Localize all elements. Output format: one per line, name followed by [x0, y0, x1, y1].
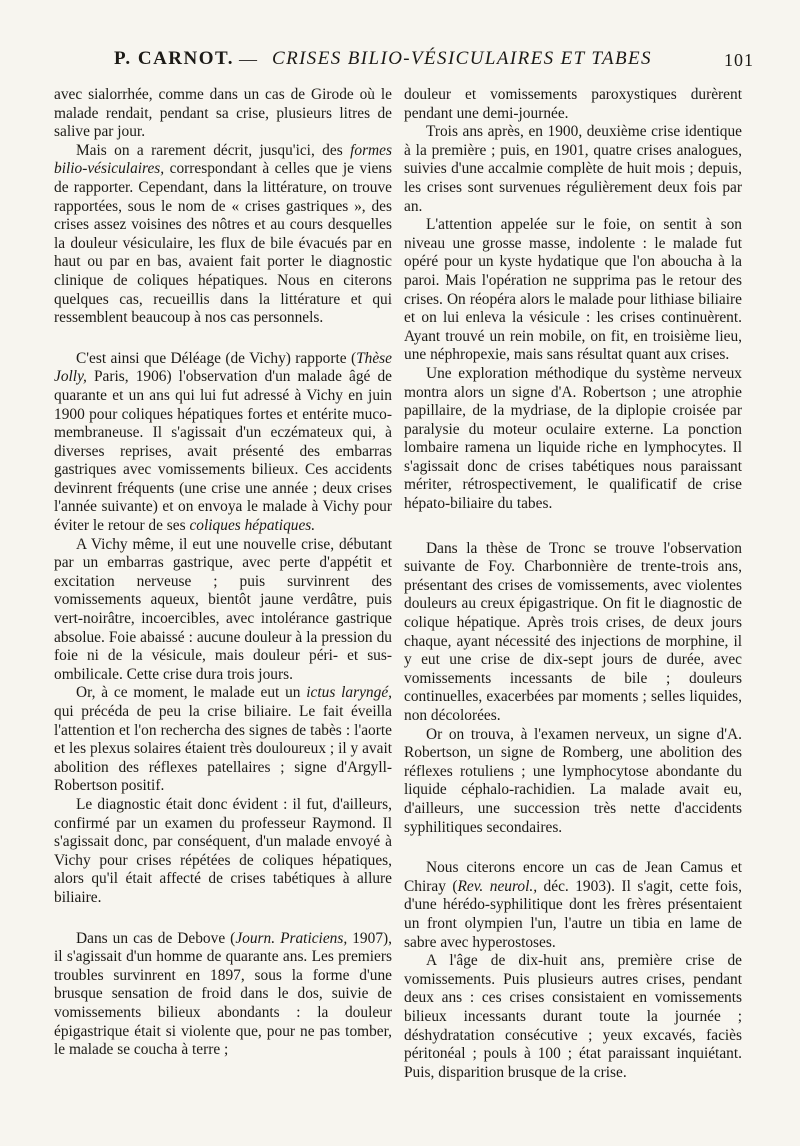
header-author: P. CARNOT.	[114, 48, 235, 69]
paragraph	[404, 726, 742, 838]
header-separator: —	[239, 49, 257, 69]
paragraph	[404, 86, 742, 123]
citation: Thèse Jolly,	[54, 349, 392, 386]
paragraph-text: Le diagnostic était donc évident : il fut, d'ailleurs, confirmé par un examen du professeur Raymond. Il s'agissait donc, par conséquent, d'un malade envoyé à Vichy pour crises répétées de coliques hépatiques, alors qu'il était affecté de crises tabétiques à allure biliaire.	[54, 795, 392, 906]
paragraph-text: C'est ainsi que Déléage (de Vichy) rapporte (	[76, 349, 357, 367]
italic-term: ictus laryngé,	[306, 684, 392, 702]
left-column	[54, 86, 392, 1060]
paragraph	[404, 123, 742, 216]
italic-term: coliques hépatiques.	[189, 517, 316, 535]
paragraph	[54, 350, 392, 536]
paragraph-text: Dans un cas de Debove (	[76, 929, 236, 947]
page-number: 101	[724, 50, 754, 70]
paragraph-text: déc. 1903). Il s'agit, cette fois, d'une hérédo-syphilitique dont les frères présentaient un front olympien l'un, l'autre un tibia en lame de sabre avec hyperostoses.	[404, 877, 742, 951]
paragraph-text: 1907), il s'agissait d'un homme de quarante ans. Les premiers troubles survinrent en 1897, sous la forme d'une brusque sensation de froid dans le dos, suivie de vomissements bilieux abondants : la douleur épigastrique était si violente que, pour ne pas tomber, le malade se coucha à terre ;	[54, 929, 392, 1059]
paragraph-text: Paris, 1906) l'observation d'un malade âgé de quarante et un ans qui lui fut adressé à Vichy en juin 1900 pour coliques hépatiques fortes et entérite muco-membraneuse. Il s'agissait d'un eczémateux qui, à diverses reprises, avait présenté des embarras gastriques avec vomissements bilieux. Ces accidents devinrent fréquents (une crise une année ; deux crises l'année suivante) et on envoya le malade à Vichy pour éviter le retour de ses	[54, 368, 392, 535]
paragraph-text: A Vichy même, il eut une nouvelle crise, débutant par un embarras gastrique, avec perte d'appétit et excitation nerveuse ; puis survinrent des vomissements aqueux, bientôt jaune verdâtre, puis vert-noirâtre, incoercibles, avec intolérance gastrique absolue. Foie abaissé : aucune douleur à la pression du foie ni de la vésicule, mais douleur péri- et sus-ombilicale. Cette crise dura trois jours.	[54, 535, 392, 683]
paragraph-text: Or, à ce moment, le malade eut un	[76, 684, 307, 702]
paragraph-text: L'attention appelée sur le foie, on sentit à son niveau une grosse masse, indolente : le malade fut opéré pour un kyste hydatique que l'on aboucha à la paroi. Mais l'opération ne supprima pas le retour des crises. On réopéra alors le malade pour lithiase biliaire et on lui enleva la vésicule : les crises continuèrent. Ayant trouvé un rein mobile, on fit, en troisième lieu, une néphropexie, mais sans résultat quant aux crises.	[404, 216, 742, 364]
citation: Journ. Praticiens,	[235, 929, 348, 947]
paragraph-text: A l'âge de dix-huit ans, première crise de vomissements. Puis plusieurs autres crises, pendant deux ans : ces crises consistaient en vomissements bilieux incessants durant toute la journée ; déshydratation consécutive ; yeux excavés, faciès péritonéal ; pouls à 100 ; état paraissant inquiétant. Puis, disparition brusque de la crise.	[404, 952, 742, 1081]
paragraph	[54, 796, 392, 908]
paragraph	[54, 536, 392, 685]
journal-page	[54, 44, 762, 1124]
paragraph-text: correspondant à celles que je viens de rapporter. Cependant, dans la littérature, on trouve rapportées, sous le nom de « crises gastriques », des crises assez voisines des nôtres et au cours desquelles la douleur vésiculaire, les flux de bile évacués par en haut ou par en bas, avaient fait porter le diagnostic clinique de coliques hépatiques. Nous en citerons quelques cas, recueillis dans la littérature et qui ressemblent beaucoup à nos cas personnels.	[54, 160, 392, 327]
paragraph	[54, 142, 392, 328]
italic-term: formes bilio-vésiculaires,	[54, 141, 392, 178]
paragraph-text: Nous citerons encore un cas de Jean Camus et Chiray (	[404, 859, 742, 895]
header-title: CRISES BILIO-VÉSICULAIRES ET TABES	[272, 48, 652, 69]
paragraph-text: qui précéda de peu la crise biliaire. Le fait éveilla l'attention et l'on rechercha des signes de tabès : l'aorte et les plexus solaires étaient très douloureux ; il y avait abolition des réflexes patellaires ; signe d'Argyll-Robertson positif.	[54, 703, 392, 795]
paragraph	[404, 216, 742, 365]
paragraph	[404, 859, 742, 952]
paragraph	[404, 952, 742, 1082]
paragraph-text: Trois ans après, en 1900, deuxième crise identique à la première ; puis, en 1901, quatre crises analogues, suivies d'une accalmie complète de huit mois ; depuis, les crises sont survenues régulièrement deux fois par an.	[404, 123, 742, 215]
right-column	[404, 86, 742, 1082]
paragraph	[54, 684, 392, 796]
paragraph-text: Or on trouva, à l'examen nerveux, un signe d'A. Robertson, un signe de Romberg, une abolition des réflexes rotuliens ; une lymphocytose abondante du liquide céphalo-rachidien. La malade avait eu, d'ailleurs, une succession très nette d'accidents syphilitiques secondaires.	[404, 725, 742, 836]
paragraph-text: avec sialorrhée, comme dans un cas de Girode où le malade rendait, pendant sa crise, plusieurs litres de salive par jour.	[54, 86, 392, 141]
paragraph	[404, 540, 742, 726]
paragraph-text: Une exploration méthodique du système nerveux montra alors un signe d'A. Robertson ; une atrophie papillaire, de la mydriase, de la diplopie croisée par paralysie du moteur oculaire externe. La ponction lombaire ramena un liquide riche en lymphocytes. Il s'agissait donc de crises tabétiques nous paraissant mériter, rétrospectivement, le qualificatif de crise hépato-biliaire du tabes.	[404, 364, 742, 513]
paragraph	[54, 86, 392, 142]
citation: Rev. neurol.,	[457, 877, 538, 895]
paragraph	[404, 365, 742, 514]
paragraph	[54, 930, 392, 1060]
paragraph-text: douleur et vomissements paroxystiques durèrent pendant une demi-journée.	[404, 86, 742, 122]
paragraph-text: Dans la thèse de Tronc se trouve l'observation suivante de Foy. Charbonnière de trente-trois ans, présentant des crises de vomissements, avec violentes douleurs au creux épigastrique. On fit le diagnostic de colique hépatique. Après trois crises, de deux jours chaque, ayant nécessité des injections de morphine, il y eut une crise de dix-sept jours de durée, avec vomissements incessants de bile ; douleurs continuelles, exacerbées par moments ; selles liquides, non décolorées.	[404, 539, 742, 724]
paragraph-text: Mais on a rarement décrit, jusqu'ici, des	[76, 141, 351, 159]
running-header	[54, 44, 762, 74]
